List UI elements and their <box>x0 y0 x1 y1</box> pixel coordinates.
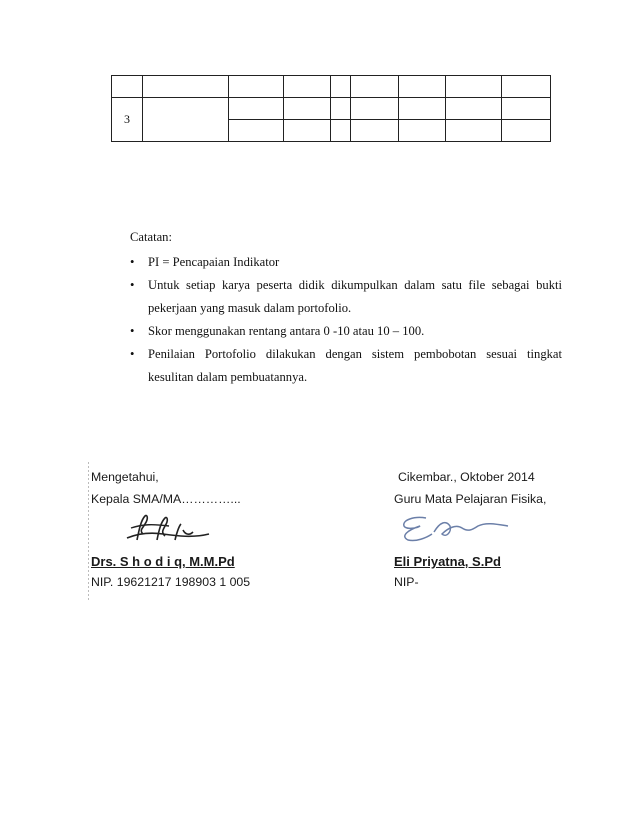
table-cell <box>284 120 331 142</box>
list-item <box>130 320 562 343</box>
bullet-icon: • <box>130 255 135 269</box>
table-cell <box>446 98 502 120</box>
signature-left-icon <box>123 510 213 550</box>
place-date-label: Cikembar., Oktober 2014 <box>398 470 535 484</box>
table-cell <box>284 98 331 120</box>
table-cell <box>112 76 143 98</box>
table-cell <box>229 98 284 120</box>
table-cell <box>399 98 446 120</box>
signature-block-left <box>91 466 331 596</box>
signature-block-right <box>394 466 614 596</box>
note-text: PI = Pencapaian Indikator <box>148 255 280 269</box>
table-cell <box>143 76 229 98</box>
notes-section <box>130 226 562 389</box>
table-cell <box>446 76 502 98</box>
table-cell <box>502 120 551 142</box>
note-text: Penilaian Portofolio dilakukan dengan sistem pembobotan sesuai tingkat kesulitan dalam pembuatannya. <box>148 347 562 384</box>
list-item <box>130 343 562 389</box>
bullet-icon: • <box>130 347 135 361</box>
row-number-cell: 3 <box>112 98 143 142</box>
signer-name: Drs. S h o d i q, M.M.Pd <box>91 554 235 569</box>
table-cell <box>331 98 351 120</box>
table-cell <box>229 120 284 142</box>
notes-title: Catatan: <box>130 230 172 244</box>
table-cell <box>446 120 502 142</box>
table-cell <box>331 76 351 98</box>
signer-id: NIP- <box>394 575 419 589</box>
table-cell <box>284 76 331 98</box>
table-cell <box>399 120 446 142</box>
list-item <box>130 274 562 320</box>
table-cell <box>502 98 551 120</box>
table-cell <box>399 76 446 98</box>
bullet-icon: • <box>130 324 135 338</box>
role-label: Kepala SMA/MA…………... <box>91 492 241 506</box>
bullet-icon: • <box>130 278 135 292</box>
signer-id: NIP. 19621217 198903 1 005 <box>91 575 251 589</box>
table-row <box>112 76 551 98</box>
notes-list <box>130 251 562 389</box>
acknowledge-label: Mengetahui, <box>91 470 159 484</box>
table-cell <box>229 76 284 98</box>
table-cell <box>331 120 351 142</box>
signature-right-icon <box>396 510 516 550</box>
role-label: Guru Mata Pelajaran Fisika, <box>394 492 547 506</box>
note-text: Untuk setiap karya peserta didik dikumpulkan dalam satu file sebagai bukti pekerjaan yang masuk dalam portofolio. <box>148 278 562 315</box>
signer-name: Eli Priyatna, S.Pd <box>394 554 501 569</box>
scan-edge-divider <box>88 462 89 600</box>
table-cell <box>351 76 399 98</box>
assessment-table <box>111 75 551 142</box>
table-cell <box>351 120 399 142</box>
table-cell <box>502 76 551 98</box>
table-cell <box>351 98 399 120</box>
note-text: Skor menggunakan rentang antara 0 -10 atau 10 – 100. <box>148 324 425 338</box>
table-cell <box>143 98 229 142</box>
table-row <box>112 98 551 120</box>
list-item <box>130 251 562 274</box>
